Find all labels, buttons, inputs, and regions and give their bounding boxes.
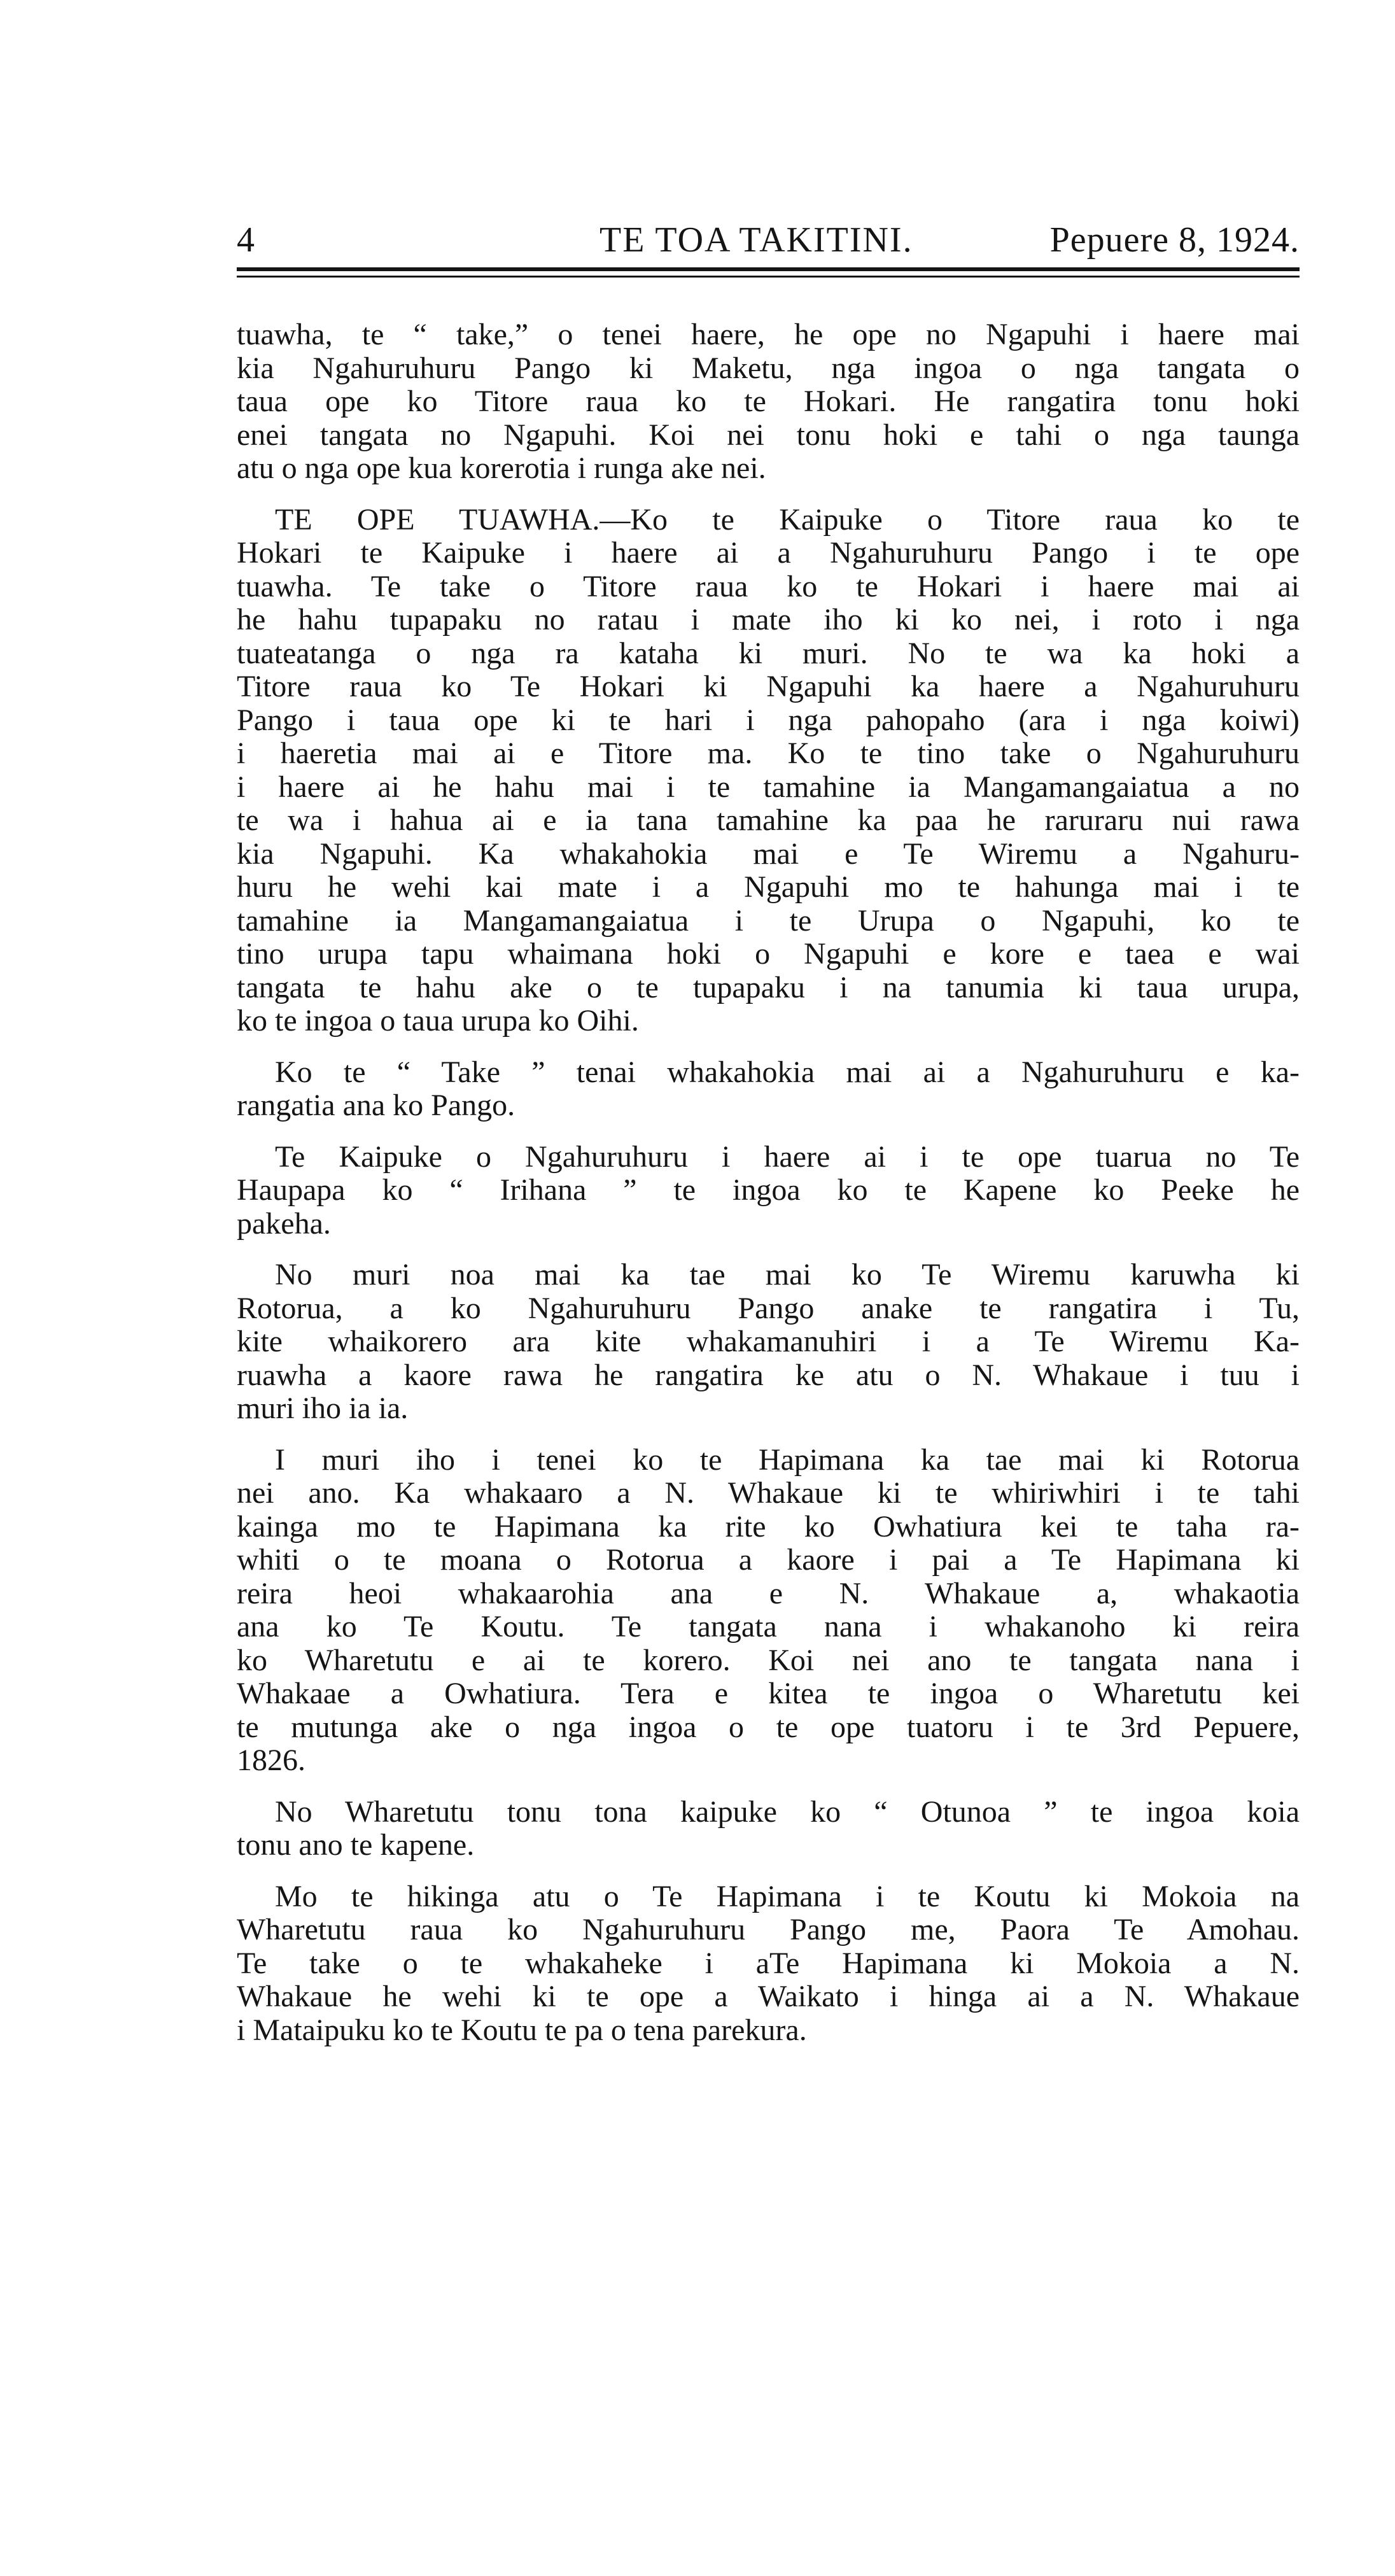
article-body bbox=[237, 318, 1300, 2065]
text-line: tino urupa tapu whaimana hoki o Ngapuhi e kore e taea e wai bbox=[237, 937, 1300, 971]
text-line: muri iho ia ia. bbox=[237, 1391, 409, 1425]
text-line: I muri iho i tenei ko te Hapimana ka tae mai ki Rotorua bbox=[275, 1442, 1300, 1477]
text-line: Te take o te whakaheke i aTe Hapimana ki Mokoia a N. bbox=[237, 1946, 1300, 1980]
paragraph-8 bbox=[237, 1880, 1300, 2048]
paragraph-2 bbox=[237, 503, 1300, 1038]
paragraph-5 bbox=[237, 1258, 1300, 1426]
text-line: enei tangata no Ngapuhi. Koi nei tonu hoki e tahi o nga taunga bbox=[237, 418, 1300, 452]
text-line: Whakaae a Owhatiura. Tera e kitea te ingoa o Wharetutu kei bbox=[237, 1677, 1300, 1710]
paragraph-4 bbox=[237, 1141, 1300, 1241]
header-rule-thick bbox=[237, 267, 1300, 271]
text-line: Titore raua ko Te Hokari ki Ngapuhi ka haere a Ngahuruhuru bbox=[237, 670, 1300, 703]
text-line: tamahine ia Mangamangaiatua i te Urupa o Ngapuhi, ko te bbox=[237, 903, 1300, 938]
text-line: huru he wehi kai mate i a Ngapuhi mo te hahunga mai i te bbox=[237, 870, 1300, 904]
text-line: i Mataipuku ko te Koutu te pa o tena parekura. bbox=[237, 2013, 807, 2047]
paragraph-7 bbox=[237, 1796, 1300, 1862]
text-line: Rotorua, a ko Ngahuruhuru Pango anake te rangatira i Tu, bbox=[237, 1291, 1300, 1325]
text-line: No Wharetutu tonu tona kaipuke ko “ Otunoa ” te ingoa koia bbox=[275, 1794, 1300, 1829]
text-line: tuawha. Te take o Titore raua ko te Hokari i haere mai ai bbox=[237, 569, 1300, 603]
text-line: i haere ai he hahu mai i te tamahine ia Mangamangaiatua a no bbox=[237, 770, 1300, 804]
text-line: Wharetutu raua ko Ngahuruhuru Pango me, Paora Te Amohau. bbox=[237, 1913, 1300, 1946]
text-line: tuawha, te “ take,” o tenei haere, he ope no Ngapuhi i haere mai bbox=[237, 318, 1300, 351]
text-line: 1826. bbox=[237, 1743, 305, 1777]
text-line: te wa i hahua ai e ia tana tamahine ka paa he raruraru nui rawa bbox=[237, 803, 1300, 837]
text-line: tuateatanga o nga ra kataha ki muri. No te wa ka hoki a bbox=[237, 636, 1300, 670]
text-line: whiti o te moana o Rotorua a kaore i pai a Te Hapimana ki bbox=[237, 1543, 1300, 1577]
text-line: tangata te hahu ake o te tupapaku i na tanumia ki taua urupa, bbox=[237, 970, 1300, 1004]
text-line: Hokari te Kaipuke i haere ai a Ngahuruhuru Pango i te ope bbox=[237, 536, 1300, 570]
text-line: ko te ingoa o taua urupa ko Oihi. bbox=[237, 1004, 639, 1038]
text-line: taua ope ko Titore raua ko te Hokari. He rangatira tonu hoki bbox=[237, 384, 1300, 418]
paragraph-1 bbox=[237, 318, 1300, 486]
text-line: Mo te hikinga atu o Te Hapimana i te Koutu ki Mokoia na bbox=[275, 1879, 1300, 1913]
text-line: kite whaikorero ara kite whakamanuhiri i a Te Wiremu Ka- bbox=[237, 1325, 1300, 1358]
text-line: reira heoi whakaarohia ana e N. Whakaue a, whakaotia bbox=[237, 1576, 1300, 1610]
text-line: kia Ngapuhi. Ka whakahokia mai e Te Wiremu a Ngahuru- bbox=[237, 836, 1300, 871]
page-number: 4 bbox=[237, 220, 255, 260]
text-line: nei ano. Ka whakaaro a N. Whakaue ki te whiriwhiri i te tahi bbox=[237, 1476, 1300, 1510]
text-line: TE OPE TUAWHA.—Ko te Kaipuke o Titore raua ko te bbox=[275, 502, 1300, 537]
text-line: ruawha a kaore rawa he rangatira ke atu o N. Whakaue i tuu i bbox=[237, 1358, 1300, 1392]
text-line: atu o nga ope kua korerotia i runga ake nei. bbox=[237, 451, 766, 485]
text-line: No muri noa mai ka tae mai ko Te Wiremu karuwha ki bbox=[275, 1258, 1300, 1292]
text-line: Haupapa ko “ Irihana ” te ingoa ko te Kapene ko Peeke he bbox=[237, 1173, 1300, 1207]
text-line: ana ko Te Koutu. Te tangata nana i whakanoho ki reira bbox=[237, 1610, 1300, 1643]
text-line: he hahu tupapaku no ratau i mate iho ki ko nei, i roto i nga bbox=[237, 603, 1300, 637]
page-header bbox=[237, 211, 1300, 269]
issue-date: Pepuere 8, 1924. bbox=[1049, 220, 1300, 260]
text-line: i haeretia mai ai e Titore ma. Ko te tino take o Ngahuruhuru bbox=[237, 736, 1300, 770]
text-line: kia Ngahuruhuru Pango ki Maketu, nga ingoa o nga tangata o bbox=[237, 351, 1300, 385]
text-line: pakeha. bbox=[237, 1206, 331, 1241]
text-line: rangatia ana ko Pango. bbox=[237, 1088, 515, 1122]
text-line: Te Kaipuke o Ngahuruhuru i haere ai i te ope tuarua no Te bbox=[275, 1139, 1300, 1174]
text-line: kainga mo te Hapimana ka rite ko Owhatiura kei te taha ra- bbox=[237, 1509, 1300, 1544]
paragraph-6 bbox=[237, 1444, 1300, 1778]
paragraph-3 bbox=[237, 1056, 1300, 1123]
text-line: Ko te “ Take ” tenai whakahokia mai ai a Ngahuruhuru e ka- bbox=[275, 1055, 1300, 1089]
text-line: Whakaue he wehi ki te ope a Waikato i hinga ai a N. Whakaue bbox=[237, 1980, 1300, 2013]
text-line: te mutunga ake o nga ingoa o te ope tuatoru i te 3rd Pepuere, bbox=[237, 1710, 1300, 1744]
publication-title: TE TOA TAKITINI. bbox=[599, 220, 913, 260]
text-line: tonu ano te kapene. bbox=[237, 1828, 475, 1862]
text-line: Pango i taua ope ki te hari i nga pahopaho (ara i nga koiwi) bbox=[237, 703, 1300, 737]
header-rule-thin bbox=[237, 276, 1300, 278]
text-line: ko Wharetutu e ai te korero. Koi nei ano te tangata nana i bbox=[237, 1643, 1300, 1677]
